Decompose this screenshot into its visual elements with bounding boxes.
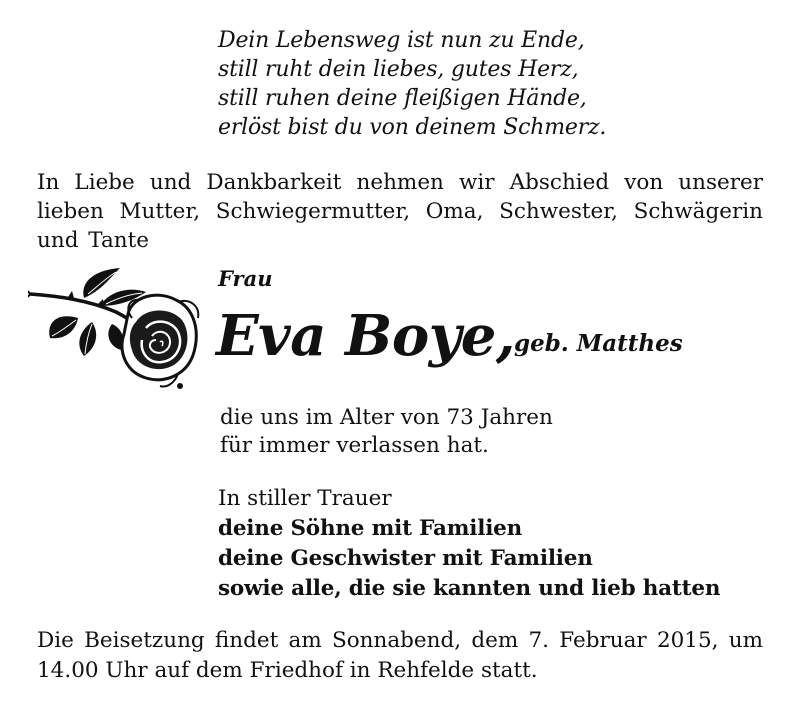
mourners-line: deine Geschwister mit Familien [218, 546, 593, 571]
poem-line: still ruht dein liebes, gutes Herz, [218, 57, 579, 82]
intro-line: In Liebe und Dankbarkeit nehmen wir Abschied von unserer [37, 170, 763, 195]
poem [218, 26, 606, 142]
poem-line: still ruhen deine fleißigen Hände, [218, 86, 587, 111]
rose-icon [28, 262, 208, 402]
intro-text [37, 168, 763, 255]
poem-line: erlöst bist du von deinem Schmerz. [218, 115, 607, 140]
funeral-info [37, 626, 763, 686]
age-text [220, 404, 553, 460]
funeral-line: 14.00 Uhr auf dem Friedhof in Rehfelde statt. [37, 658, 538, 683]
mourners [218, 484, 720, 604]
mourners-line: deine Söhne mit Familien [218, 516, 523, 541]
intro-line: lieben Mutter, Schwiegermutter, Oma, Schwester, Schwägerin [37, 199, 763, 224]
mourners-heading: In stiller Trauer [218, 486, 392, 511]
deceased-title: Frau [218, 266, 273, 291]
funeral-line: Die Beisetzung findet am Sonnabend, dem 7. Februar 2015, um [37, 628, 763, 653]
age-line: für immer verlassen hat. [220, 433, 489, 458]
deceased-name: Eva Boye, [216, 303, 515, 369]
intro-line: und Tante [37, 228, 149, 253]
poem-line: Dein Lebensweg ist nun zu Ende, [218, 28, 585, 53]
age-line: die uns im Alter von 73 Jahren [220, 405, 553, 430]
deceased-birth-name: geb. Matthes [514, 330, 683, 357]
mourners-line: sowie alle, die sie kannten und lieb hatten [218, 576, 721, 601]
